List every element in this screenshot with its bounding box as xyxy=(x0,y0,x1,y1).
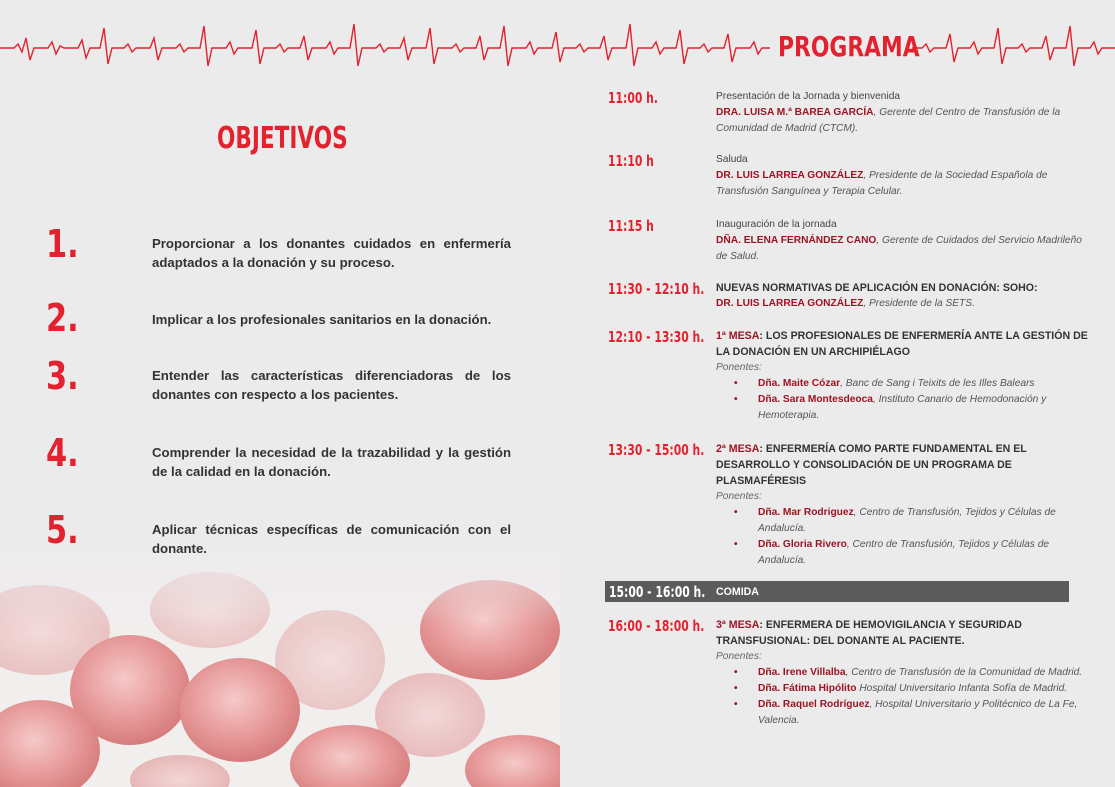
objective-number: 2. xyxy=(46,296,79,340)
speaker-name: Dña. Fátima Hipólito xyxy=(758,683,857,694)
speaker-name: Dña. Mar Rodriguez xyxy=(758,507,854,518)
schedule-description xyxy=(716,328,1094,424)
speaker-role: Hospital Universitario Infanta Sofía de Madrid. xyxy=(856,683,1068,694)
speaker-name: DÑA. ELENA FERNÁNDEZ CANO xyxy=(716,235,877,246)
bullet-icon: • xyxy=(734,507,738,518)
heartbeat-line-right-icon xyxy=(912,20,1115,70)
speaker-item xyxy=(716,505,1094,537)
ponentes-label: Ponentes: xyxy=(716,491,762,502)
speaker-item xyxy=(716,537,1094,569)
schedule-description xyxy=(716,280,1094,312)
speaker-role: , Gerente de Cuidados del Servicio Madrileño de Salud. xyxy=(716,235,1082,262)
speaker-role: , Centro de Transfusión, Tejidos y Células de Andalucía. xyxy=(758,539,1050,566)
objective-text: Implicar a los profesionales sanitarios en la donación. xyxy=(152,312,492,327)
bullet-icon: • xyxy=(734,699,738,710)
speaker-item xyxy=(716,665,1094,681)
session-title: : ENFERMERÍA COMO PARTE FUNDAMENTAL EN EL DESARROLLO Y CONSOLIDACIÓN DE UN PROGRAMA DE PLASMAFÉRESIS xyxy=(716,443,1027,487)
bullet-icon: • xyxy=(734,394,738,405)
schedule-description xyxy=(716,152,1094,200)
bullet-icon: • xyxy=(734,667,738,678)
objective-number: 4. xyxy=(46,431,79,475)
objective-text: Proporcionar a los donantes cuidados en enfermería adaptados a la donación y su proceso. xyxy=(152,236,511,270)
schedule-time: 15:00 - 16:00 h. xyxy=(609,583,706,601)
schedule-time: 11:15 h xyxy=(608,217,654,235)
schedule-line: Saluda xyxy=(716,154,748,165)
speaker-name: Dña. Irene Villalba xyxy=(758,667,846,678)
lunch-bar xyxy=(605,581,1069,602)
schedule-description xyxy=(716,441,1094,569)
speaker-item xyxy=(716,392,1094,424)
session-number: 1ª MESA xyxy=(716,330,760,342)
speaker-name: Dña. Maite Cózar xyxy=(758,378,841,389)
session-number: 2ª MESA xyxy=(716,443,760,455)
speaker-name: DR. LUIS LARREA GONZÁLEZ xyxy=(716,170,864,181)
speaker-role: , Centro de Transfusión, Tejidos y Células de Andalucía. xyxy=(758,507,1056,534)
programa-title: PROGRAMA xyxy=(778,30,920,63)
bullet-icon: • xyxy=(734,539,738,550)
speaker-role: , Hospital Universitario y Politécnico de La Fe, Valencia. xyxy=(758,699,1078,726)
speaker-name: Dña. Gloria Rivero xyxy=(758,539,847,550)
bullet-icon: • xyxy=(734,378,738,389)
schedule-description xyxy=(716,617,1094,729)
session-number: 3ª MESA xyxy=(716,619,760,631)
ponentes-label: Ponentes: xyxy=(716,651,762,662)
schedule-time: 16:00 - 18:00 h. xyxy=(608,617,705,635)
schedule-time: 12:10 - 13:30 h. xyxy=(608,328,705,346)
speaker-name: DR. LUIS LARREA GONZÁLEZ xyxy=(716,298,864,309)
speaker-name: DRA. LUISA M.ª BAREA GARCÍA xyxy=(716,107,874,118)
schedule-time: 11:00 h. xyxy=(608,89,658,107)
objective-number: 3. xyxy=(46,354,79,398)
ponentes-label: Ponentes: xyxy=(716,362,762,373)
schedule-line: Inauguración de la jornada xyxy=(716,219,837,230)
speaker-role: , Presidente de la SETS. xyxy=(863,298,975,309)
objective-text: Entender las características diferenciadoras de los donantes con respecto a los pacientes. xyxy=(152,368,511,402)
schedule-time: 11:10 h xyxy=(608,152,654,170)
heartbeat-line-left-icon xyxy=(0,20,770,70)
speaker-role: , Centro de Transfusión de la Comunidad de Madrid. xyxy=(845,667,1083,678)
speaker-item xyxy=(716,681,1094,697)
speaker-item xyxy=(716,697,1094,729)
blood-cells-image xyxy=(0,540,560,787)
speaker-item xyxy=(716,376,1094,392)
speaker-role: , Presidente de la Sociedad Española de Transfusión Sanguínea y Terapia Celular. xyxy=(716,170,1048,197)
session-title: : ENFERMERA DE HEMOVIGILANCIA Y SEGURIDAD TRANSFUSIONAL: DEL DONANTE AL PACIENTE. xyxy=(716,619,1022,647)
schedule-description xyxy=(716,217,1094,265)
speaker-name: Dña. Raquel Rodríguez xyxy=(758,699,870,710)
speaker-role: , Instituto Canario de Hemodonación y Hemoterapia. xyxy=(758,394,1047,421)
session-title: NUEVAS NORMATIVAS DE APLICACIÓN EN DONACIÓN: SOHO: xyxy=(716,282,1038,294)
schedule-time: 11:30 - 12:10 h. xyxy=(608,280,705,298)
objective-number: 1. xyxy=(46,222,79,266)
speaker-role: , Gerente del Centro de Transfusión de la Comunidad de Madrid (CTCM). xyxy=(716,107,1061,134)
objetivos-title: OBJETIVOS xyxy=(217,121,348,156)
speaker-name: Dña. Sara Montesdeoca xyxy=(758,394,873,405)
objective-text: Aplicar técnicas específicas de comunicación con el donante. xyxy=(152,522,511,556)
schedule-line: Presentación de la Jornada y bienvenida xyxy=(716,91,901,102)
session-title: : LOS PROFESIONALES DE ENFERMERÍA ANTE LA GESTIÓN DE LA DONACIÓN EN UN ARCHIPIÉLAGO xyxy=(716,330,1088,358)
lunch-label: COMIDA xyxy=(716,586,759,598)
speaker-role: , Banc de Sang i Teixits de les Illes Balears xyxy=(840,378,1035,389)
schedule-time: 13:30 - 15:00 h. xyxy=(608,441,705,459)
bullet-icon: • xyxy=(734,683,738,694)
objective-number: 5. xyxy=(46,508,79,552)
objective-text: Comprender la necesidad de la trazabilidad y la gestión de la calidad en la donación. xyxy=(152,445,511,479)
schedule-description xyxy=(716,89,1094,137)
